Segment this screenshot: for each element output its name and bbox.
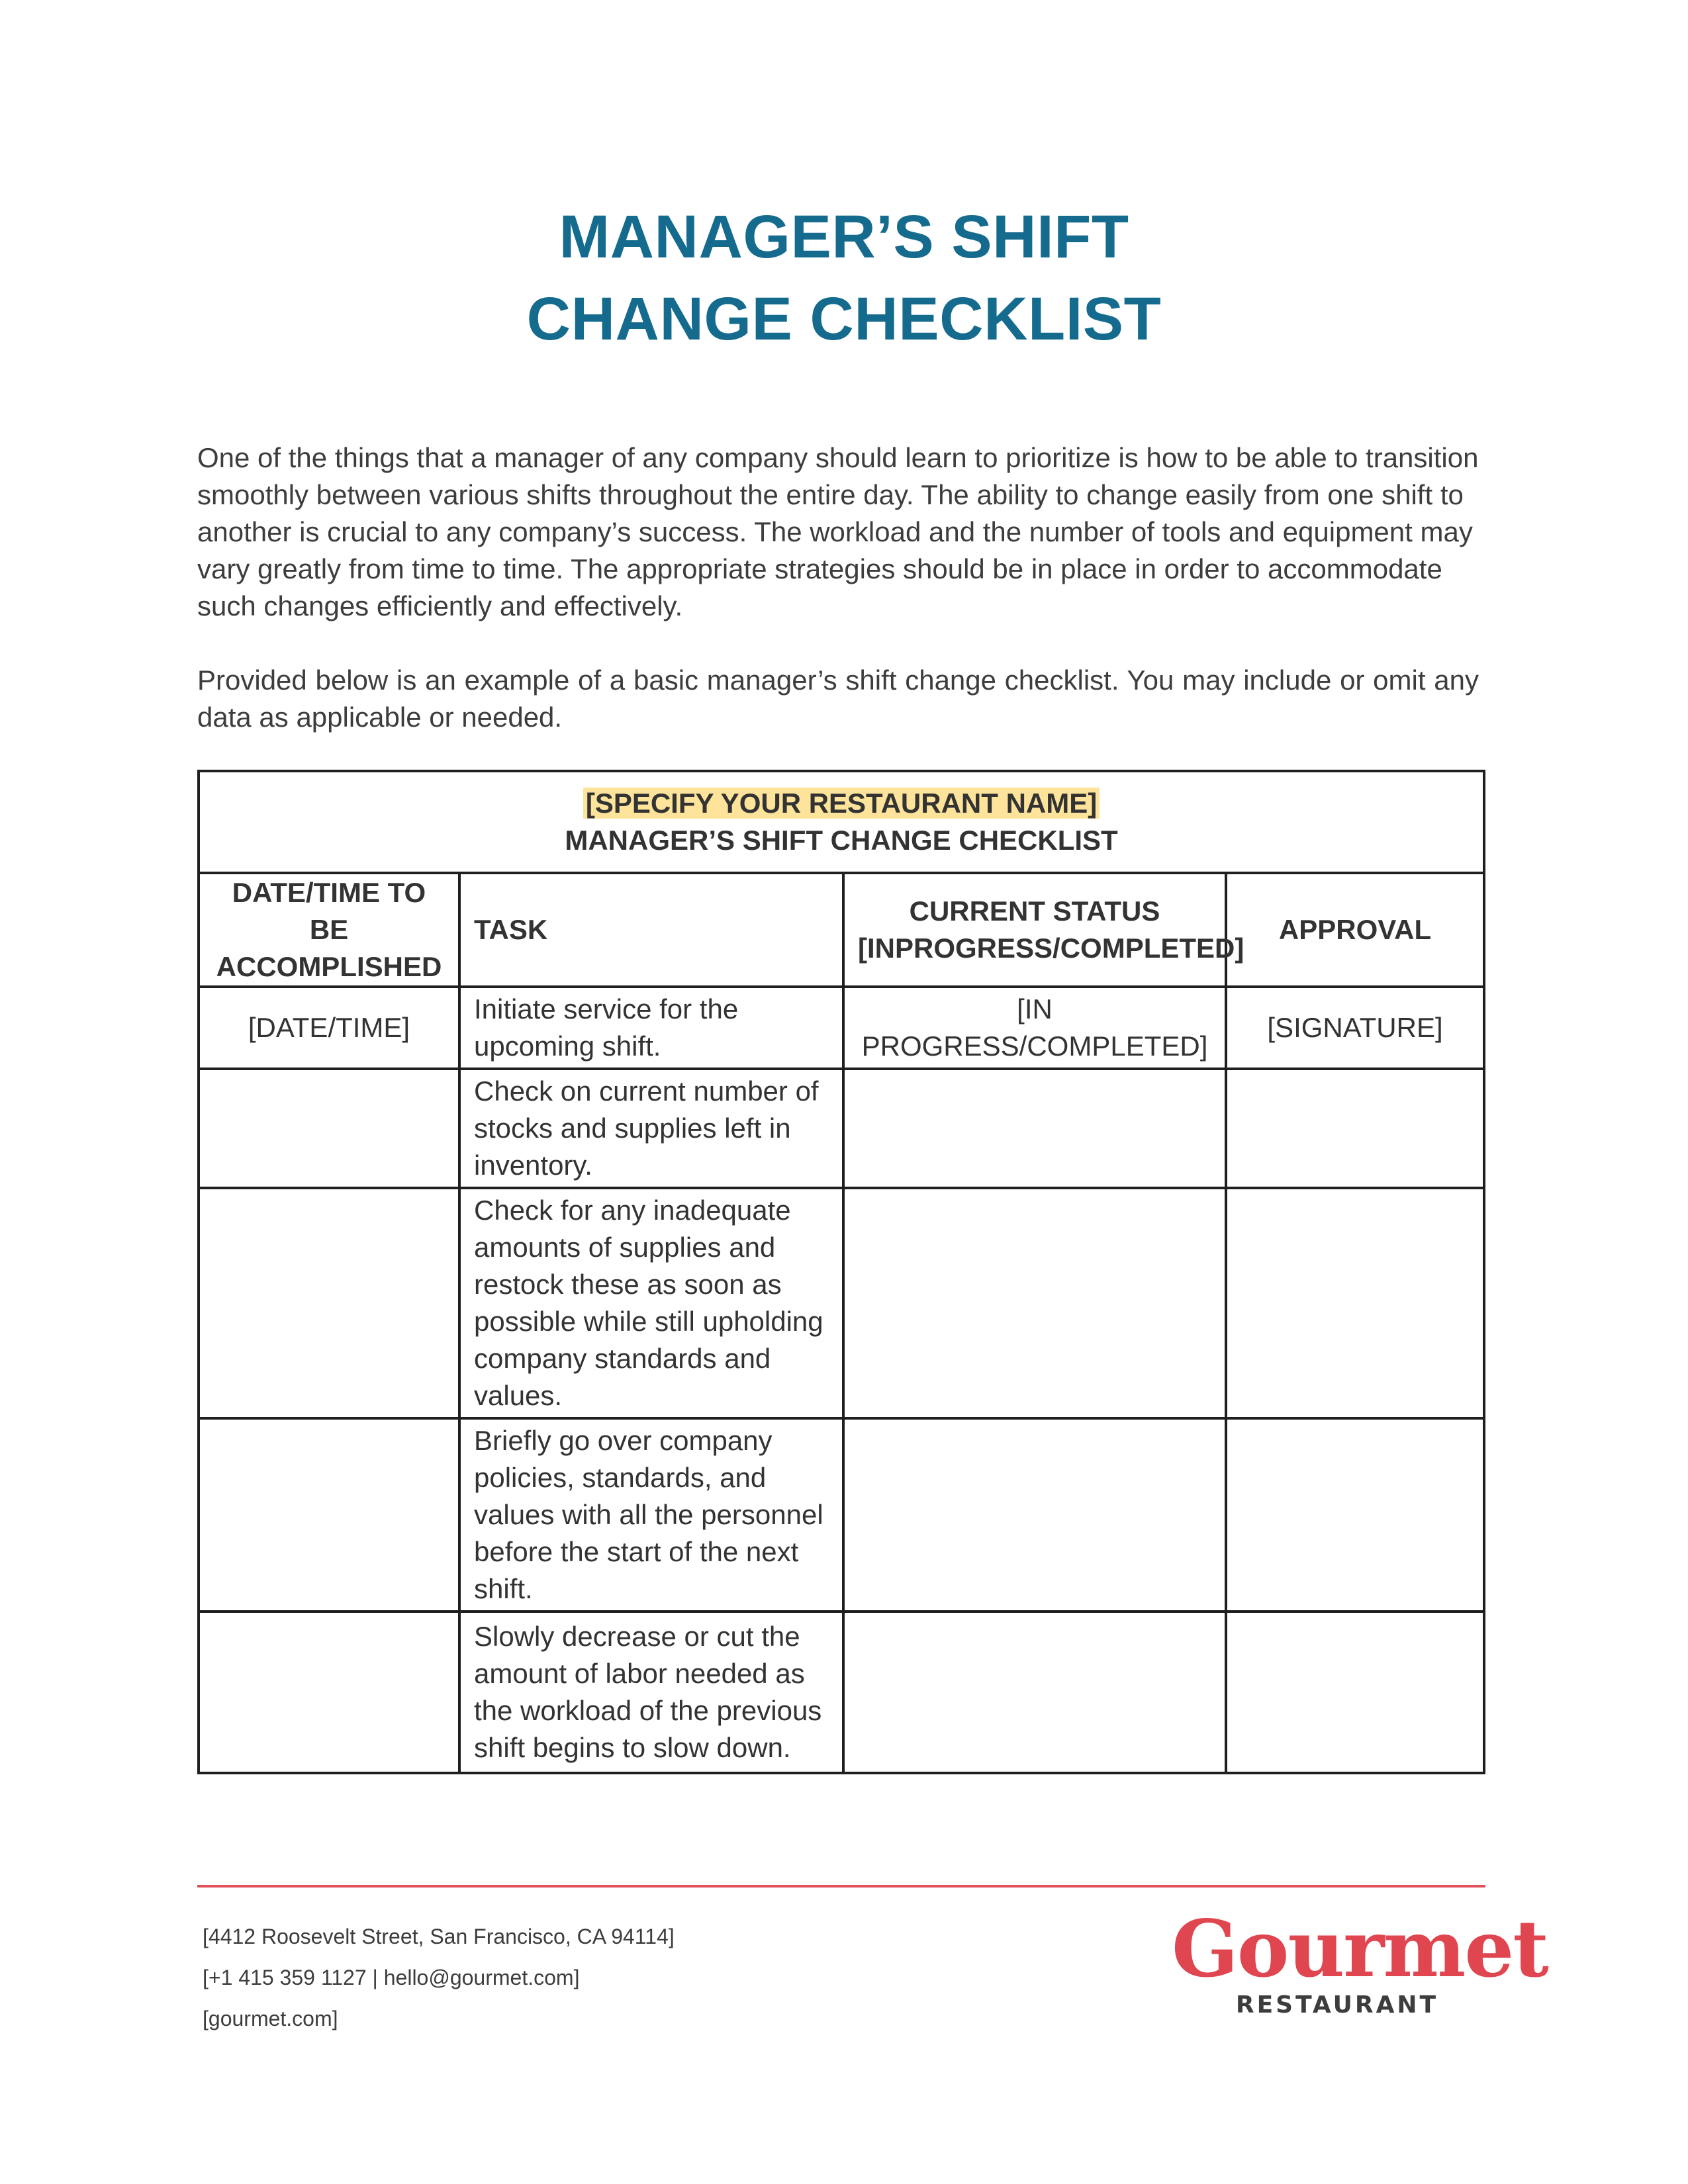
footer-address: [4412 Roosevelt Street, San Francisco, CA 94114] [203,1925,675,1948]
approval-cell[interactable] [1226,1069,1484,1188]
approval-cell[interactable] [1226,1188,1484,1418]
column-header-status-line-2: [INPROGRESS/COMPLETED] [858,933,1244,964]
column-header-row [199,873,1484,987]
footer-divider [197,1885,1485,1888]
date-cell[interactable]: [DATE/TIME] [199,987,459,1069]
gourmet-logo [1172,1903,1548,2025]
column-header-date-line-1: DATE/TIME TO BE [232,877,426,945]
column-header-date-line-2: ACCOMPLISHED [216,951,442,982]
status-cell[interactable]: [IN PROGRESS/COMPLETED] [843,987,1226,1069]
task-cell: Slowly decrease or cut the amount of labor needed as the workload of the previous shift begins to slow down. [459,1612,843,1773]
table-subtitle: MANAGER’S SHIFT CHANGE CHECKLIST [565,825,1118,856]
column-header-task: TASK [459,873,843,987]
date-cell[interactable] [199,1069,459,1188]
task-cell: Briefly go over company policies, standards, and values with all the personnel before the start of the next shift. [459,1418,843,1612]
footer-contact-block [203,1916,675,2039]
task-cell: Check for any inadequate amounts of supplies and restock these as soon as possible while still upholding company standards and values. [459,1188,843,1418]
logo-subtitle: RESTAURANT [1235,1991,1439,2019]
table-title-cell [199,771,1484,873]
logo-wordmark: Gourmet [1172,1903,1548,1995]
page-title-line-2: CHANGE CHECKLIST [526,285,1162,353]
date-cell[interactable] [199,1188,459,1418]
checklist-table [197,770,1485,1774]
approval-cell[interactable]: [SIGNATURE] [1226,987,1484,1069]
page-title-line-1: MANAGER’S SHIFT [559,203,1129,271]
column-header-status [843,873,1244,987]
status-cell[interactable] [843,1069,1226,1188]
approval-cell[interactable] [1226,1612,1484,1773]
status-cell[interactable] [843,1418,1226,1612]
status-cell[interactable] [843,1612,1226,1773]
column-header-date [199,873,459,987]
table-row [199,1612,1484,1773]
date-cell[interactable] [199,1418,459,1612]
column-header-approval: APPROVAL [1226,873,1484,987]
task-cell: Initiate service for the upcoming shift. [459,987,843,1069]
intro-paragraph-2: Provided below is an example of a basic manager’s shift change checklist. You may include or omit any data as applicable or needed. [197,664,1479,733]
restaurant-name-placeholder[interactable]: [SPECIFY YOUR RESTAURANT NAME] [583,788,1100,819]
table-header [199,771,1484,873]
date-cell[interactable] [199,1612,459,1773]
table-row [199,1069,1484,1188]
task-cell: Check on current number of stocks and supplies left in inventory. [459,1069,843,1188]
status-cell[interactable] [843,1188,1226,1418]
table-row [199,1188,1484,1418]
table-row [199,987,1484,1069]
approval-cell[interactable] [1226,1418,1484,1612]
footer-website[interactable]: [gourmet.com] [203,2007,338,2030]
column-header-status-line-1: CURRENT STATUS [909,895,1160,927]
page-title [0,196,1688,360]
table-row [199,1418,1484,1612]
intro-paragraph-1: One of the things that a manager of any company should learn to prioritize is how to be able to transition smoothly between various shifts throughout the entire day. The ability to change easily from one shift to another is crucial to any company’s success. The workload and the number of tools and equipment may vary greatly from time to time. The appropriate strategies should be in place in order to accommodate such changes efficiently and effectively. [197,442,1479,621]
footer-contact[interactable]: [+1 415 359 1127 | hello@gourmet.com] [203,1966,580,1989]
